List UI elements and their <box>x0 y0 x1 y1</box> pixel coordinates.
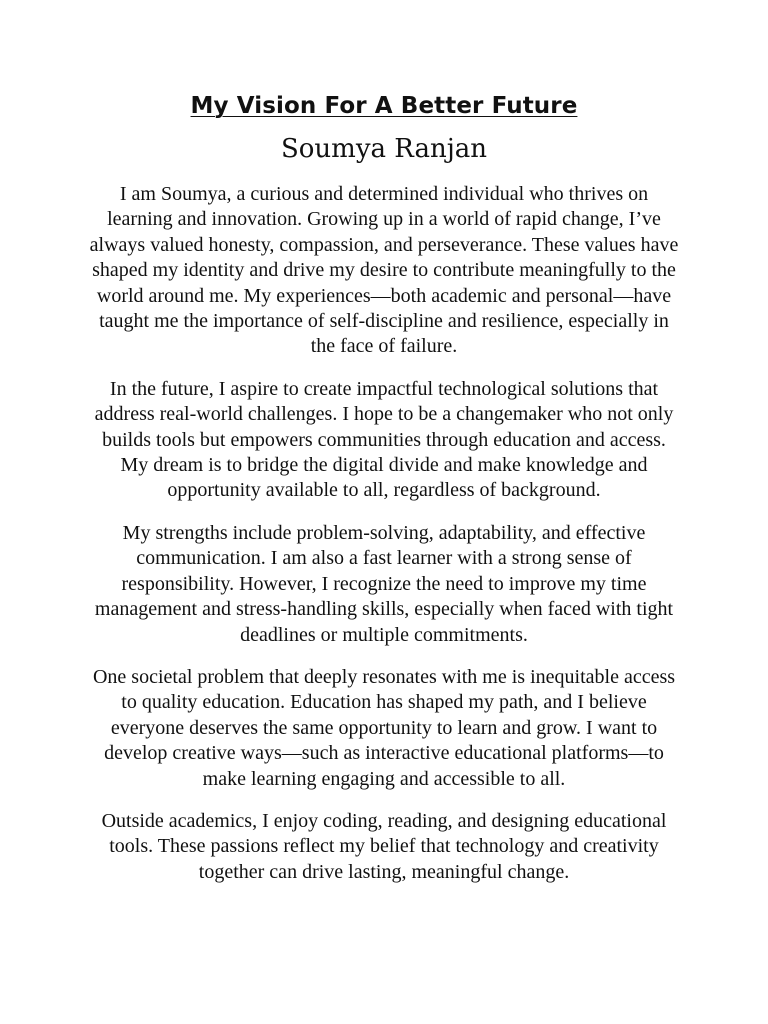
document-title: My Vision For A Better Future <box>190 93 578 119</box>
paragraph-introduction: I am Soumya, a curious and determined individual who thrives on learning and innovation. Growing up in a world of rapid change, I’ve always valued honesty, compassion, and perseverance. These values have shaped my identity and drive my desire to contribute meaningfully to the world around me. My experiences—both academic and personal—have taught me the importance of self-discipline and resilience, especially in the face of failure. <box>89 183 679 358</box>
author-name: Soumya Ranjan <box>280 134 488 164</box>
paragraph-interests: Outside academics, I enjoy coding, reading, and designing educational tools. These passions reflect my belief that technology and creativity together can drive lasting, meaningful change. <box>101 809 667 883</box>
paragraph-strengths: My strengths include problem-solving, adaptability, and effective communication. I am also a fast learner with a strong sense of responsibility. However, I recognize the need to improve my time management and stress-handling skills, especially when faced with tight deadlines or multiple commitments. <box>94 521 674 646</box>
paragraph-future-aspirations: In the future, I aspire to create impactful technological solutions that address real-world challenges. I hope to be a changemaker who not only builds tools but empowers communities through education and access. My dream is to bridge the digital divide and make knowledge and opportunity available to all, regardless of background. <box>94 377 674 502</box>
paragraph-societal-problem: One societal problem that deeply resonates with me is inequitable access to quality education. Education has shaped my path, and I believe everyone deserves the same opportunity to learn and grow. I want to develop creative ways—such as interactive educational platforms—to make learning engaging and accessible to all. <box>92 665 676 790</box>
